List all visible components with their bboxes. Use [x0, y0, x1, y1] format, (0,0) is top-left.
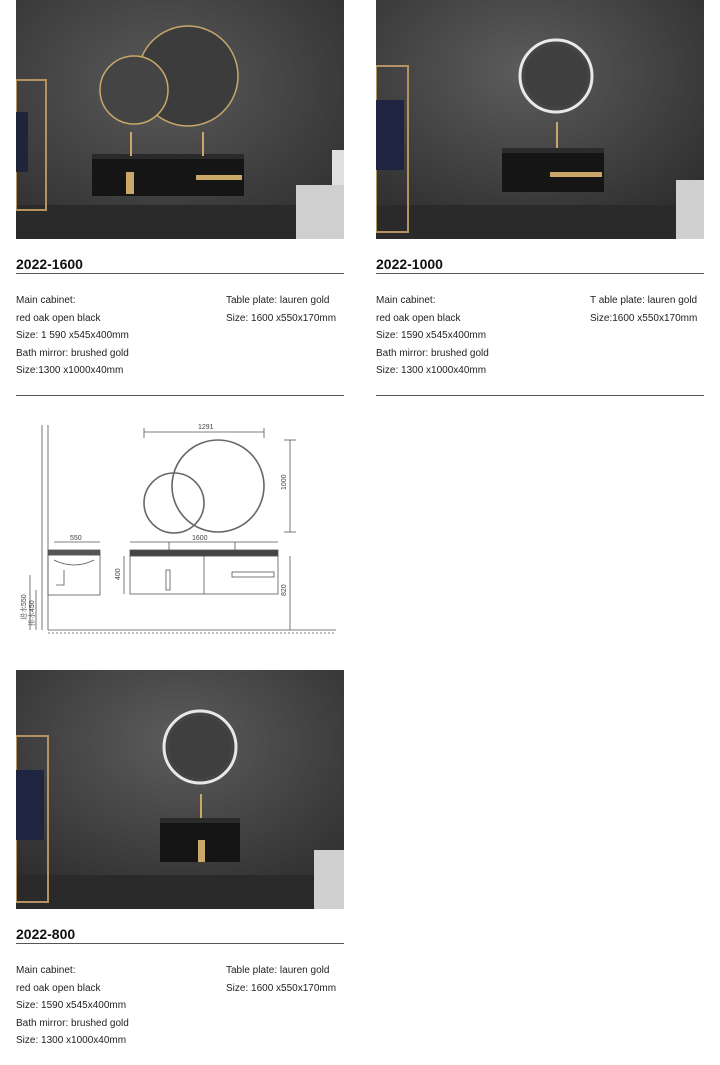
- divider: [16, 273, 344, 274]
- spec-line: Size: 1600 x550x170mm: [226, 312, 337, 324]
- dim-mirror-height: 1000: [281, 474, 288, 490]
- spec-line: T able plate: lauren gold: [590, 295, 698, 306]
- divider: [376, 395, 704, 396]
- product-photo-2022-1000: [376, 0, 704, 239]
- dim-cabinet-height: 400: [115, 568, 122, 580]
- model-title-2022-1600: 2022-1600: [16, 256, 83, 272]
- spec-left-2022-1000: [376, 292, 489, 380]
- spec-line: Bath mirror: brushed gold: [16, 347, 129, 359]
- product-photo-2022-1600: [16, 0, 344, 239]
- dim-mirror-width: 1291: [198, 424, 214, 431]
- divider: [376, 273, 704, 274]
- spec-line: Size: 1 590 x545x400mm: [16, 330, 129, 341]
- spec-line: Bath mirror: brushed gold: [376, 347, 489, 359]
- spec-line: red oak open black: [376, 312, 461, 324]
- spec-right-2022-1600: [226, 292, 336, 327]
- dim-floor-height: 820: [281, 584, 288, 596]
- spec-line: red oak open black: [16, 982, 101, 994]
- spec-line: Size: 1300 x1000x40mm: [16, 1035, 127, 1046]
- spec-line: red oak open black: [16, 312, 101, 324]
- spec-line: Size: 1590 x545x400mm: [376, 330, 487, 341]
- spec-line: Size:1300 x1000x40mm: [16, 365, 124, 376]
- spec-line: Table plate: lauren gold: [226, 965, 330, 976]
- dim-cabinet-width: 1600: [192, 535, 208, 542]
- dim-depth: 550: [70, 535, 82, 542]
- spec-left-2022-1600: [16, 292, 129, 380]
- divider: [16, 395, 344, 396]
- spec-left-2022-800: [16, 962, 129, 1050]
- divider: [16, 943, 344, 944]
- spec-line: Size: 1600 x550x170mm: [226, 982, 337, 994]
- spec-right-2022-1000: [590, 292, 697, 327]
- model-title-2022-1000: 2022-1000: [376, 256, 443, 272]
- spec-line: Main cabinet:: [16, 295, 76, 306]
- spec-line: Bath mirror: brushed gold: [16, 1017, 129, 1029]
- spec-line: Main cabinet:: [376, 295, 436, 306]
- spec-line: Size: 1300 x1000x40mm: [376, 365, 487, 376]
- spec-right-2022-800: [226, 962, 336, 997]
- technical-drawing: [14, 420, 344, 640]
- dim-inlet: 进水550: [21, 594, 28, 620]
- spec-line: Size: 1590 x545x400mm: [16, 1000, 127, 1011]
- dim-drain: 排水450: [29, 600, 36, 626]
- model-title-2022-800: 2022-800: [16, 926, 76, 942]
- spec-line: Size:1600 x550x170mm: [590, 312, 698, 324]
- product-photo-2022-800: [16, 670, 344, 909]
- spec-line: Table plate: lauren gold: [226, 295, 330, 306]
- spec-line: Main cabinet:: [16, 965, 76, 976]
